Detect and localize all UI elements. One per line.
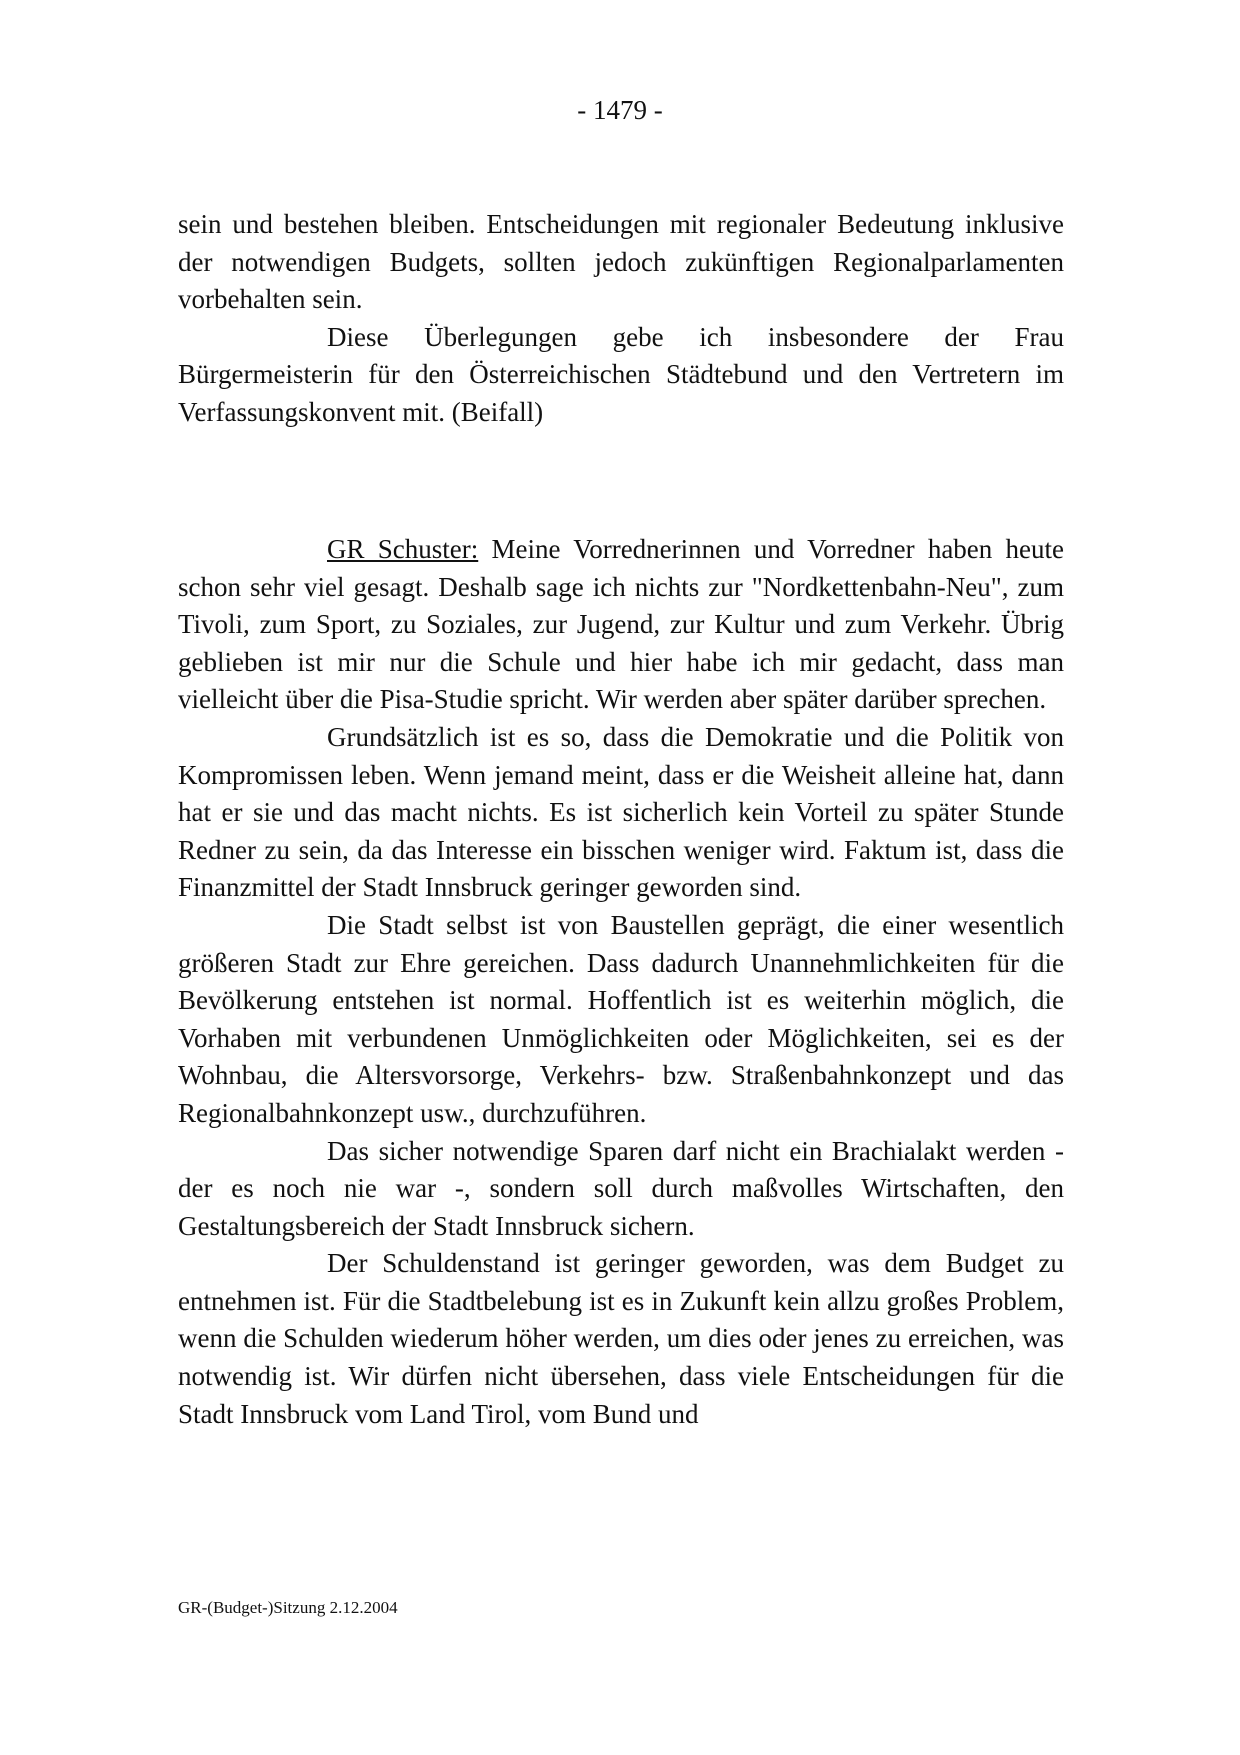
paragraph-continuation: sein und bestehen bleiben. Entscheidungen mit regionaler Bedeutung inklusive der notwendigen Budgets, sollten jedoch zukünftigen Regionalparlamenten vorbehalten sein. <box>178 209 1064 315</box>
paragraph: Der Schuldenstand ist geringer geworden, was dem Budget zu entnehmen ist. Für die Stadtbelebung ist es in Zukunft kein allzu großes Problem, wenn die Schulden wiederum höher werden, um dies oder jenes zu erreichen, was notwendig ist. Wir dürfen nicht übersehen, dass viele Entscheidungen für die Stadt Innsbruck vom Land Tirol, vom Bund und <box>178 1248 1064 1429</box>
footer-session-label: GR-(Budget-)Sitzung 2.12.2004 <box>178 1598 398 1617</box>
paragraph: Grundsätzlich ist es so, dass die Demokratie und die Politik von Kompromissen leben. Wenn jemand meint, dass er die Weisheit alleine hat, dann hat er sie und das macht nichts. Es ist sicherlich kein Vorteil zu später Stunde Redner zu sein, da das Interesse ein bisschen weniger wird. Faktum ist, dass die Finanzmittel der Stadt Innsbruck geringer geworden sind. <box>178 721 1064 903</box>
speaker-name: GR Schuster: <box>327 534 479 564</box>
text-block-previous-speech <box>178 206 1064 432</box>
paragraph: Das sicher notwendige Sparen darf nicht ein Brachialakt werden - der es noch nie war -, sondern soll durch maßvolles Wirtschaften, den Gestaltungsbereich der Stadt Innsbruck sichern. <box>178 1135 1064 1241</box>
paragraph: Die Stadt selbst ist von Baustellen geprägt, die einer wesentlich größeren Stadt zur Ehre gereichen. Dass dadurch Unannehmlichkeiten für die Bevölkerung entstehen ist normal. Hoffentlich ist es weiterhin möglich, die Vorhaben mit verbundenen Unmöglichkeiten oder Möglichkeiten, sei es der Wohnbau, die Altersvorsorge, Verkehrs- bzw. Straßenbahnkonzept und das Regionalbahnkonzept usw., durchzuführen. <box>178 909 1064 1128</box>
page-number: - 1479 - <box>577 95 663 125</box>
text-block-speech-schuster <box>178 531 1064 1433</box>
paragraph: Diese Überlegungen gebe ich insbesondere der Frau Bürgermeisterin für den Österreichischen Städtebund und den Vertretern im Verfassungskonvent mit. (Beifall) <box>178 321 1064 427</box>
paragraph-speech-intro <box>178 531 1064 719</box>
speech-intro-text: Meine Vorrednerinnen und Vorredner haben heute schon sehr viel gesagt. Deshalb sage ich nichts zur "Nordkettenbahn-Neu", zum Tivoli, zum Sport, zu Soziales, zur Jugend, zur Kultur und zum Verkehr. Übrig geblieben ist mir nur die Schule und hier habe ich mir gedacht, dass man vielleicht über die Pisa-Studie spricht. Wir werden aber später darüber sprechen. <box>178 534 1064 715</box>
